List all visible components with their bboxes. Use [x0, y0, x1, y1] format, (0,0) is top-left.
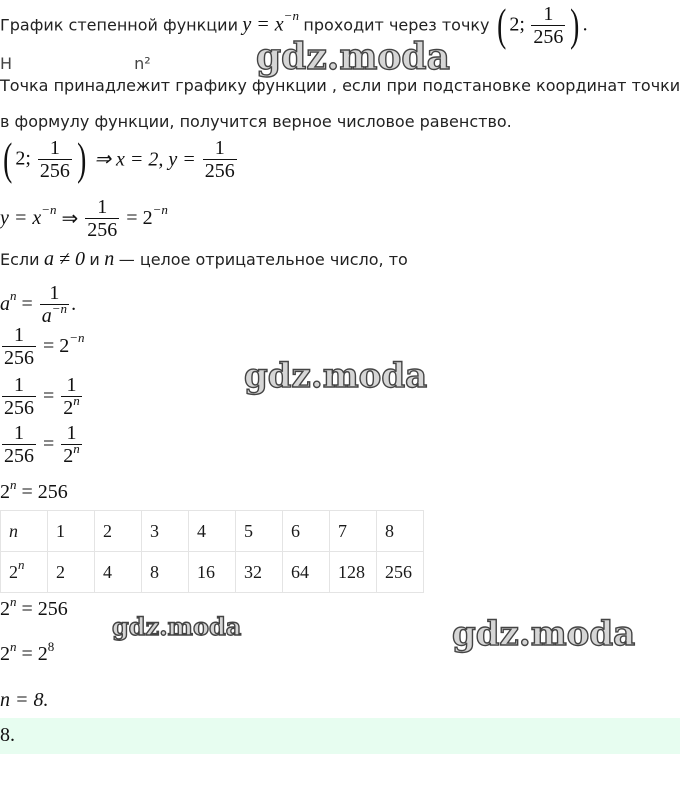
line-7: $a^n$ = $\frac{1}{a^{-n}}$ . — [0, 282, 77, 327]
table-cell: 5 — [236, 511, 283, 552]
line-12: 2$^n$ = 256 — [0, 594, 68, 620]
table-cell: 32 — [236, 552, 283, 593]
math-exp: −n — [283, 8, 299, 24]
table-cell: 3 — [142, 511, 189, 552]
point-x: 2; — [509, 13, 525, 36]
line-11: 2$^n$ = 256 — [0, 477, 68, 503]
table-cell: 64 — [283, 552, 330, 593]
line-9: $\frac{1}{256}$ = $\frac{1}{2^n}$ — [4, 374, 80, 419]
paragraph-line-2: Точка принадлежит графику функции , если при подстановке координат точки — [0, 76, 680, 95]
table-cell: n — [1, 511, 48, 552]
answer-text: 8. — [0, 724, 15, 746]
line-14: n = 8. — [0, 689, 49, 711]
fraction: $\frac{1}{256}$ — [533, 2, 564, 48]
table-cell: 6 — [283, 511, 330, 552]
table-cell: 2 — [95, 511, 142, 552]
table-cell: 2$^n$ — [1, 552, 48, 593]
text: проходит через точку — [303, 15, 490, 35]
line-4: ( 2; $\frac{1}{256}$ ) ⇒ x = 2, y = $\frac{1}{256}$ — [3, 133, 235, 184]
table-cell: 4 — [95, 552, 142, 593]
text: График степенной функции — [0, 15, 238, 35]
table-cell: 7 — [330, 511, 377, 552]
line-13: $2^n = 2^8$ — [0, 639, 55, 665]
table-cell: 4 — [189, 511, 236, 552]
watermark: gdz.moda — [244, 356, 428, 396]
table-cell: 1 — [48, 511, 95, 552]
line-10: $\frac{1}{256}$ = $\frac{1}{2^n}$ — [4, 422, 80, 467]
watermark: gdz.moda — [452, 614, 636, 654]
table-row — [1, 552, 424, 593]
watermark: gdz.moda — [112, 612, 242, 641]
powers-table — [0, 510, 424, 593]
watermark: gdz.moda — [256, 36, 450, 78]
line-5: $y = x^{-n}$ ⇒ $\frac{1}{256}$ = $2^{-n}$ — [0, 196, 168, 241]
table-cell: 8 — [377, 511, 424, 552]
table-cell: 16 — [189, 552, 236, 593]
clipped-line: Н n² — [0, 54, 151, 73]
table-cell: 2 — [48, 552, 95, 593]
table-row — [1, 511, 424, 552]
table-cell: 8 — [142, 552, 189, 593]
table-cell: 128 — [330, 552, 377, 593]
line-8: $\frac{1}{256}$ = $2^{-n}$ — [4, 324, 85, 369]
answer-box — [0, 718, 680, 754]
paragraph-line-3: в формулу функции, получится верное числовое равенство. — [0, 112, 512, 131]
table-cell: 256 — [377, 552, 424, 593]
line-1: График степенной функции $y = x^{-n}$ проходит через точку ( 2; $\frac{1}{256}$ ) . — [0, 0, 588, 50]
line-6: Если a ≠ 0 и n — целое отрицательное число, то — [0, 248, 408, 270]
math-eq: y = x — [242, 13, 284, 36]
